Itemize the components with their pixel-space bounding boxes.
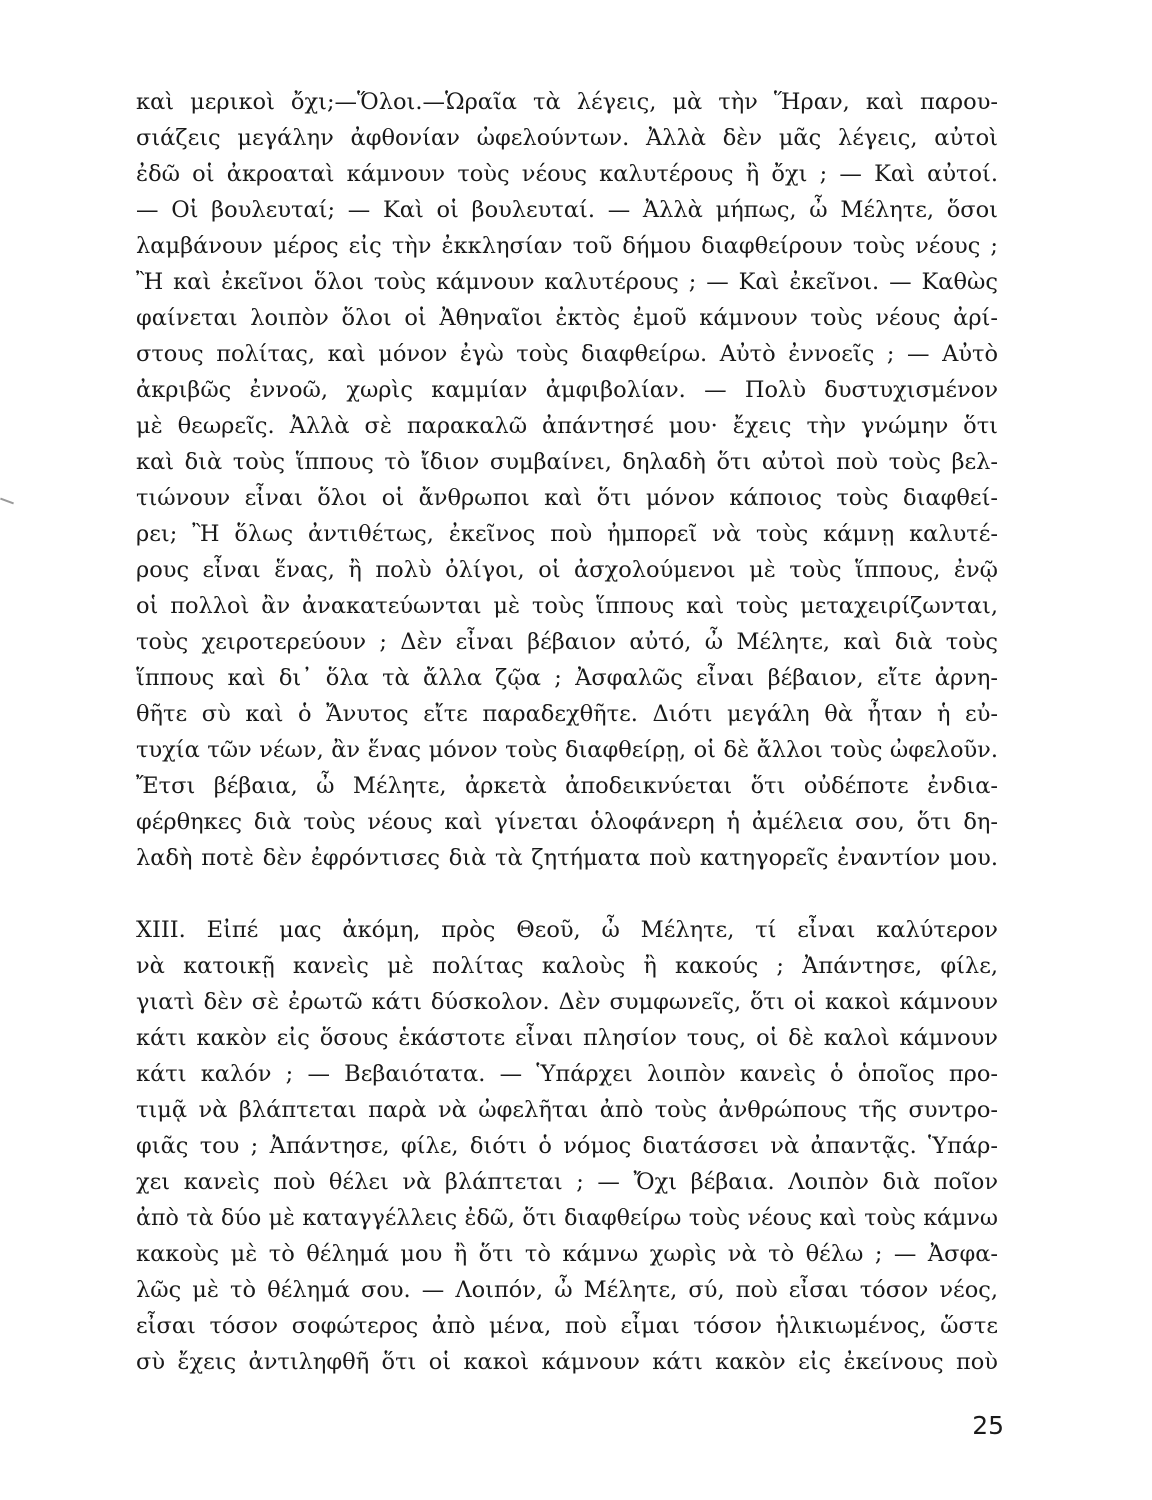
- paragraph-1: [136, 84, 998, 876]
- margin-mark: [0, 498, 14, 505]
- text-line: χει κανεὶς ποὺ θέλει νὰ βλάπτεται ; — Ὄχι βέβαια. Λοιπὸν διὰ ποῖον: [136, 1169, 998, 1195]
- text-line: τοὺς χειροτερεύουν ; Δὲν εἶναι βέβαιον αὐτό, ὦ Μέλητε, καὶ διὰ τοὺς: [136, 629, 998, 655]
- text-line: σιάζεις μεγάλην ἀφθονίαν ὠφελούντων. Ἀλλὰ δὲν μᾶς λέγεις, αὐτοὶ: [136, 125, 998, 151]
- text-line: εἶσαι τόσον σοφώτερος ἀπὸ μένα, ποὺ εἶμαι τόσον ἡλικιωμένος, ὥστε: [136, 1313, 998, 1339]
- text-line: καὶ διὰ τοὺς ἵππους τὸ ἴδιον συμβαίνει, δηλαδὴ ὅτι αὐτοὶ ποὺ τοὺς βελ-: [136, 449, 998, 475]
- text-line: κακοὺς μὲ τὸ θέλημά μου ἢ ὅτι τὸ κάμνω χωρὶς νὰ τὸ θέλω ; — Ἀσφα-: [136, 1241, 998, 1267]
- text-line: μὲ θεωρεῖς. Ἀλλὰ σὲ παρακαλῶ ἀπάντησέ μου· ἔχεις τὴν γνώμην ὅτι: [136, 413, 998, 439]
- text-line: σὺ ἔχεις ἀντιληφθῆ ὅτι οἱ κακοὶ κάμνουν κάτι κακὸν εἰς ἐκείνους ποὺ: [136, 1349, 998, 1375]
- text-line: λῶς μὲ τὸ θέλημά σου. — Λοιπόν, ὦ Μέλητε, σύ, ποὺ εἶσαι τόσον νέος,: [136, 1277, 998, 1303]
- text-line: λαδὴ ποτὲ δὲν ἐφρόντισες διὰ τὰ ζητήματα ποὺ κατηγορεῖς ἐναντίον μου.: [136, 845, 998, 871]
- text-line: τιώνουν εἶναι ὅλοι οἱ ἄνθρωποι καὶ ὅτι μόνον κάποιος τοὺς διαφθεί-: [136, 485, 998, 511]
- text-line: Ἔτσι βέβαια, ὦ Μέλητε, ἀρκετὰ ἀποδεικνύεται ὅτι οὐδέποτε ἐνδια-: [136, 773, 998, 799]
- text-line: λαμβάνουν μέρος εἰς τὴν ἐκκλησίαν τοῦ δήμου διαφθείρουν τοὺς νέους ;: [136, 233, 998, 259]
- text-line: Ἢ καὶ ἐκεῖνοι ὅλοι τοὺς κάμνουν καλυτέρους ; — Καὶ ἐκεῖνοι. — Καθὼς: [136, 269, 998, 295]
- text-line: XIII. Εἰπέ μας ἀκόμη, πρὸς Θεοῦ, ὦ Μέλητε, τί εἶναι καλύτερον: [136, 917, 998, 943]
- text-line: ἀπὸ τὰ δύο μὲ καταγγέλλεις ἐδῶ, ὅτι διαφθείρω τοὺς νέους καὶ τοὺς κάμνω: [136, 1205, 998, 1231]
- text-line: φαίνεται λοιπὸν ὅλοι οἱ Ἀθηναῖοι ἐκτὸς ἐμοῦ κάμνουν τοὺς νέους ἀρί-: [136, 305, 998, 331]
- text-line: καὶ μερικοὶ ὄχι;—Ὅλοι.—Ὡραῖα τὰ λέγεις, μὰ τὴν Ἥραν, καὶ παρου-: [136, 89, 998, 115]
- page-number: 25: [972, 1411, 1004, 1440]
- text-line: ἐδῶ οἱ ἀκροαταὶ κάμνουν τοὺς νέους καλυτέρους ἢ ὄχι ; — Καὶ αὐτοί.: [136, 161, 998, 187]
- text-line: κάτι κακὸν εἰς ὅσους ἑκάστοτε εἶναι πλησίον τους, οἱ δὲ καλοὶ κάμνουν: [136, 1025, 998, 1051]
- paragraph-2: [136, 912, 998, 1380]
- text-line: ρους εἶναι ἕνας, ἢ πολὺ ὀλίγοι, οἱ ἀσχολούμενοι μὲ τοὺς ἵππους, ἐνῷ: [136, 557, 998, 583]
- text-line: φιᾶς του ; Ἀπάντησε, φίλε, διότι ὁ νόμος διατάσσει νὰ ἀπαντᾷς. Ὑπάρ-: [136, 1133, 998, 1159]
- text-line: τιμᾷ νὰ βλάπτεται παρὰ νὰ ὠφελῆται ἀπὸ τοὺς ἀνθρώπους τῆς συντρο-: [136, 1097, 998, 1123]
- text-line: ἀκριβῶς ἐννοῶ, χωρὶς καμμίαν ἀμφιβολίαν. — Πολὺ δυστυχισμένον: [136, 377, 998, 403]
- text-line: τυχία τῶν νέων, ἂν ἕνας μόνον τοὺς διαφθείρῃ, οἱ δὲ ἄλλοι τοὺς ὠφελοῦν.: [136, 737, 998, 763]
- text-line: ρει; Ἢ ὅλως ἀντιθέτως, ἐκεῖνος ποὺ ἠμπορεῖ νὰ τοὺς κάμνῃ καλυτέ-: [136, 521, 998, 547]
- text-line: νὰ κατοικῇ κανεὶς μὲ πολίτας καλοὺς ἢ κακούς ; Ἀπάντησε, φίλε,: [136, 953, 998, 979]
- text-line: κάτι καλόν ; — Βεβαιότατα. — Ὑπάρχει λοιπὸν κανεὶς ὁ ὁποῖος προ-: [136, 1061, 998, 1087]
- text-line: οἱ πολλοὶ ἂν ἀνακατεύωνται μὲ τοὺς ἵππους καὶ τοὺς μεταχειρίζωνται,: [136, 593, 998, 619]
- text-line: — Οἱ βουλευταί; — Καὶ οἱ βουλευταί. — Ἀλλὰ μήπως, ὦ Μέλητε, ὅσοι: [136, 197, 998, 223]
- text-line: στους πολίτας, καὶ μόνον ἐγὼ τοὺς διαφθείρω. Αὐτὸ ἐννοεῖς ; — Αὐτὸ: [136, 341, 998, 367]
- text-line: θῆτε σὺ καὶ ὁ Ἄνυτος εἴτε παραδεχθῆτε. Διότι μεγάλη θὰ ἦταν ἡ εὐ-: [136, 701, 998, 727]
- text-line: φέρθηκες διὰ τοὺς νέους καὶ γίνεται ὁλοφάνερη ἡ ἀμέλεια σου, ὅτι δη-: [136, 809, 998, 835]
- text-line: γιατὶ δὲν σὲ ἐρωτῶ κάτι δύσκολον. Δὲν συμφωνεῖς, ὅτι οἱ κακοὶ κάμνουν: [136, 989, 998, 1015]
- text-line: ἵππους καὶ δι᾽ ὅλα τὰ ἄλλα ζῷα ; Ἀσφαλῶς εἶναι βέβαιον, εἴτε ἀρνη-: [136, 665, 998, 691]
